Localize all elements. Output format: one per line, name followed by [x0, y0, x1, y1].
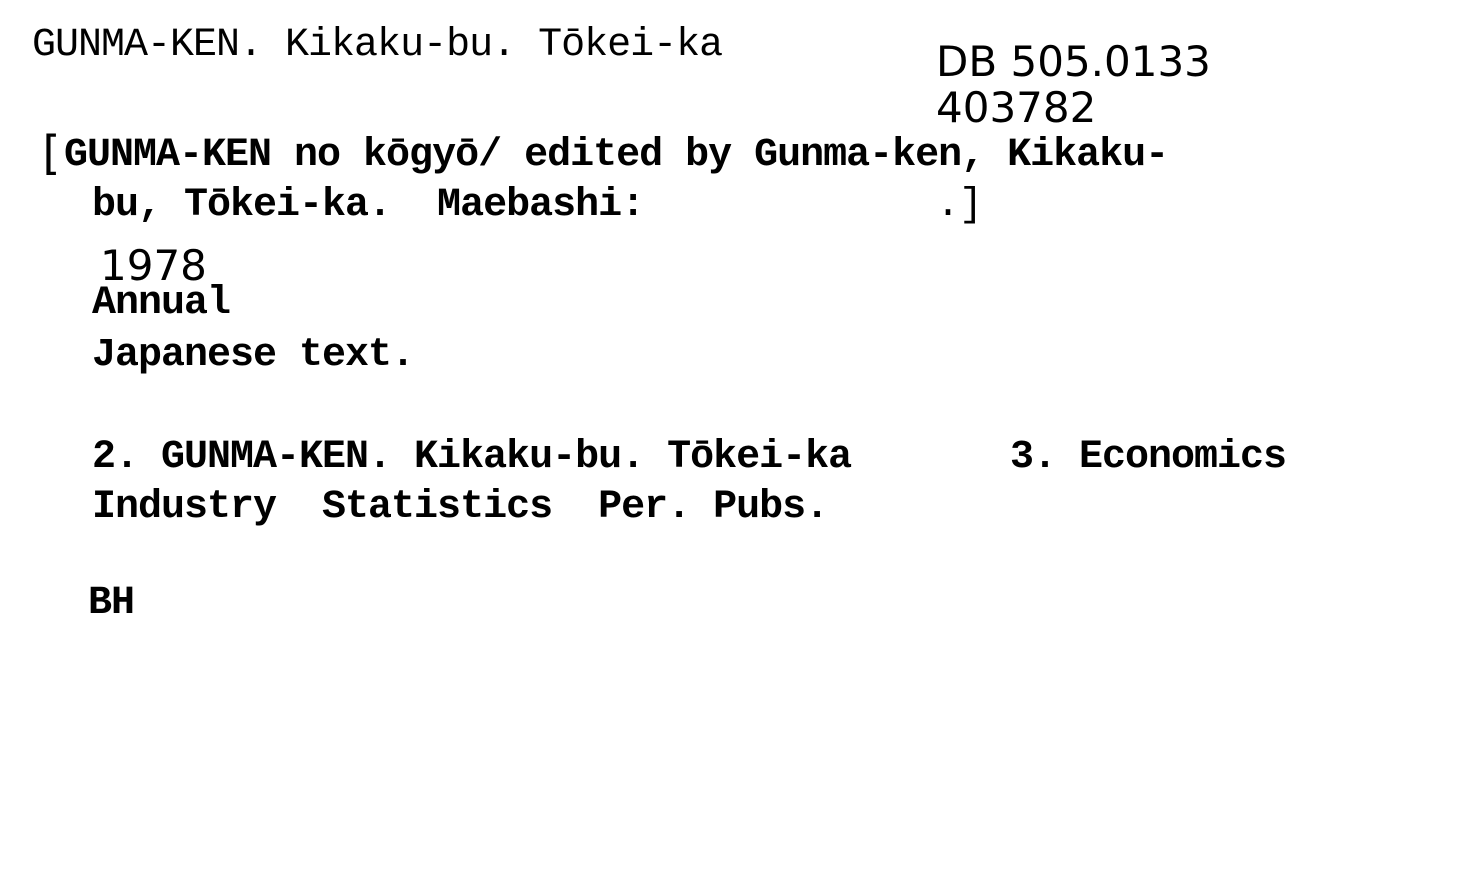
title-close-bracket: .]	[936, 183, 983, 228]
tracing-line-2: Industry Statistics Per. Pubs.	[92, 485, 829, 530]
tracing-line-1b: 3. Economics	[1010, 435, 1287, 480]
title-line-2: bu, Tōkei-ka. Maebashi:	[92, 183, 645, 228]
frequency-note: Annual	[92, 281, 231, 326]
tracing-line-1a: 2. GUNMA-KEN. Kikaku-bu. Tōkei-ka	[92, 435, 852, 480]
handwritten-year: 1978	[100, 241, 207, 290]
title-open-bracket: [	[36, 126, 64, 180]
call-number: DB 505.0133	[936, 37, 1211, 86]
main-heading: GUNMA-KEN. Kikaku-bu. Tōkei-ka	[32, 23, 723, 68]
language-note: Japanese text.	[92, 333, 415, 378]
title-line-1: GUNMA-KEN no kōgyō/ edited by Gunma-ken, Kikaku-	[64, 133, 1169, 178]
accession-number: 403782	[936, 83, 1097, 132]
cataloger-initials: BH	[88, 581, 135, 626]
